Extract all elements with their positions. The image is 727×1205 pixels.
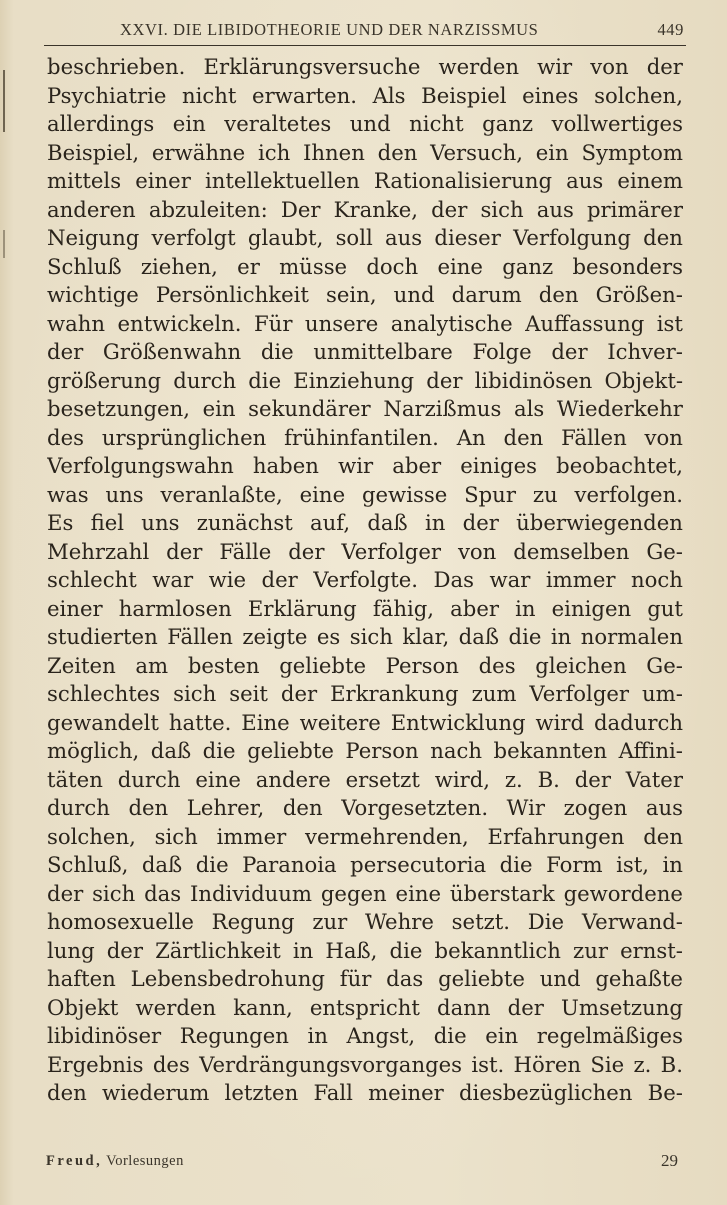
text-line: durch den Lehrer, den Vorgesetzten. Wir zogen aus: [47, 795, 683, 820]
text-line: Ergebnis des Verdrängungsvorganges ist. Hören Sie z. B.: [47, 1051, 683, 1077]
text-line: täten durch eine andere ersetzt wird, z. B. der Vater: [47, 766, 683, 792]
bogen-signature: [46, 1153, 184, 1170]
running-head: [44, 20, 684, 44]
text-line: Objekt werden kann, entspricht dann der Umsetzung: [47, 994, 683, 1020]
page-footer: [46, 1153, 678, 1175]
text-line: wahn entwickeln. Für unsere analytische Auffassung ist: [47, 310, 683, 336]
text-line: was uns veranlaßte, eine gewisse Spur zu verfolgen.: [47, 481, 683, 507]
text-line: Schluß ziehen, er müsse doch eine ganz besonders: [47, 253, 683, 279]
text-line: beschrieben. Erklärungsversuche werden wir von der: [47, 54, 683, 79]
page-edge-mark: [3, 230, 5, 258]
text-line: den wiederum letzten Fall meiner diesbezüglichen Be-: [47, 1080, 683, 1105]
text-line: gewandelt hatte. Eine weitere Entwicklung wird dadurch: [47, 709, 683, 735]
signature-number: 29: [661, 1151, 678, 1170]
text-line: homosexuelle Regung zur Wehre setzt. Die Verwand-: [47, 909, 683, 934]
text-line: Verfolgungswahn haben wir aber einiges beobachtet,: [47, 453, 683, 478]
page-number: 449: [657, 20, 684, 39]
text-line: Schluß, daß die Paranoia persecutoria die Form ist, in: [47, 852, 683, 877]
text-line: Neigung verfolgt glaubt, soll aus dieser Verfolgung den: [47, 225, 683, 250]
text-line: der Größenwahn die unmittelbare Folge der Ichver-: [47, 339, 683, 364]
text-line: schlecht war wie der Verfolgte. Das war immer noch: [47, 567, 683, 592]
text-line: solchen, sich immer vermehrenden, Erfahrungen den: [47, 823, 683, 849]
footer-author: Freud,: [46, 1153, 103, 1169]
header-rule: [44, 45, 686, 46]
text-line: des ursprünglichen frühinfantilen. An den Fällen von: [47, 424, 683, 450]
text-line: Es fiel uns zunächst auf, daß in der überwiegenden: [47, 510, 683, 535]
text-line: Psychiatrie nicht erwarten. Als Beispiel eines solchen,: [47, 82, 683, 108]
text-line: Beispiel, erwähne ich Ihnen den Versuch, ein Symptom: [47, 139, 683, 165]
text-line: möglich, daß die geliebte Person nach bekannten Affini-: [47, 738, 683, 763]
text-line: einer harmlosen Erklärung fähig, aber in einigen gut: [47, 595, 683, 621]
text-line: der sich das Individuum gegen eine überstark gewordene: [47, 880, 683, 906]
text-line: anderen abzuleiten: Der Kranke, der sich aus primärer: [47, 196, 683, 222]
text-line: lung der Zärtlichkeit in Haß, die bekanntlich zur ernst-: [47, 937, 683, 963]
text-line: schlechtes sich seit der Erkrankung zum Verfolger um-: [47, 681, 683, 706]
text-line: libidinöser Regungen in Angst, die ein regelmäßiges: [47, 1023, 683, 1048]
text-line: Zeiten am besten geliebte Person des gleichen Ge-: [47, 652, 683, 678]
text-line: größerung durch die Einziehung der libidinösen Objekt-: [47, 367, 683, 393]
text-line: wichtige Persönlichkeit sein, und darum den Größen-: [47, 282, 683, 307]
text-line: studierten Fällen zeigte es sich klar, daß die in normalen: [47, 624, 683, 649]
footer-work: Vorlesungen: [106, 1153, 184, 1169]
running-title: XXVI. DIE LIBIDOTHEORIE UND DER NARZISSMUS: [120, 20, 539, 39]
text-line: allerdings ein veraltetes und nicht ganz vollwertiges: [47, 111, 683, 136]
page-edge-mark: [3, 70, 5, 132]
text-line: haften Lebensbedrohung für das geliebte und gehaßte: [47, 966, 683, 991]
body-text: [47, 53, 683, 1108]
text-line: besetzungen, ein sekundärer Narzißmus als Wiederkehr: [47, 396, 683, 421]
text-line: mittels einer intellektuellen Rationalisierung aus einem: [47, 168, 683, 193]
text-line: Mehrzahl der Fälle der Verfolger von demselben Ge-: [47, 538, 683, 564]
